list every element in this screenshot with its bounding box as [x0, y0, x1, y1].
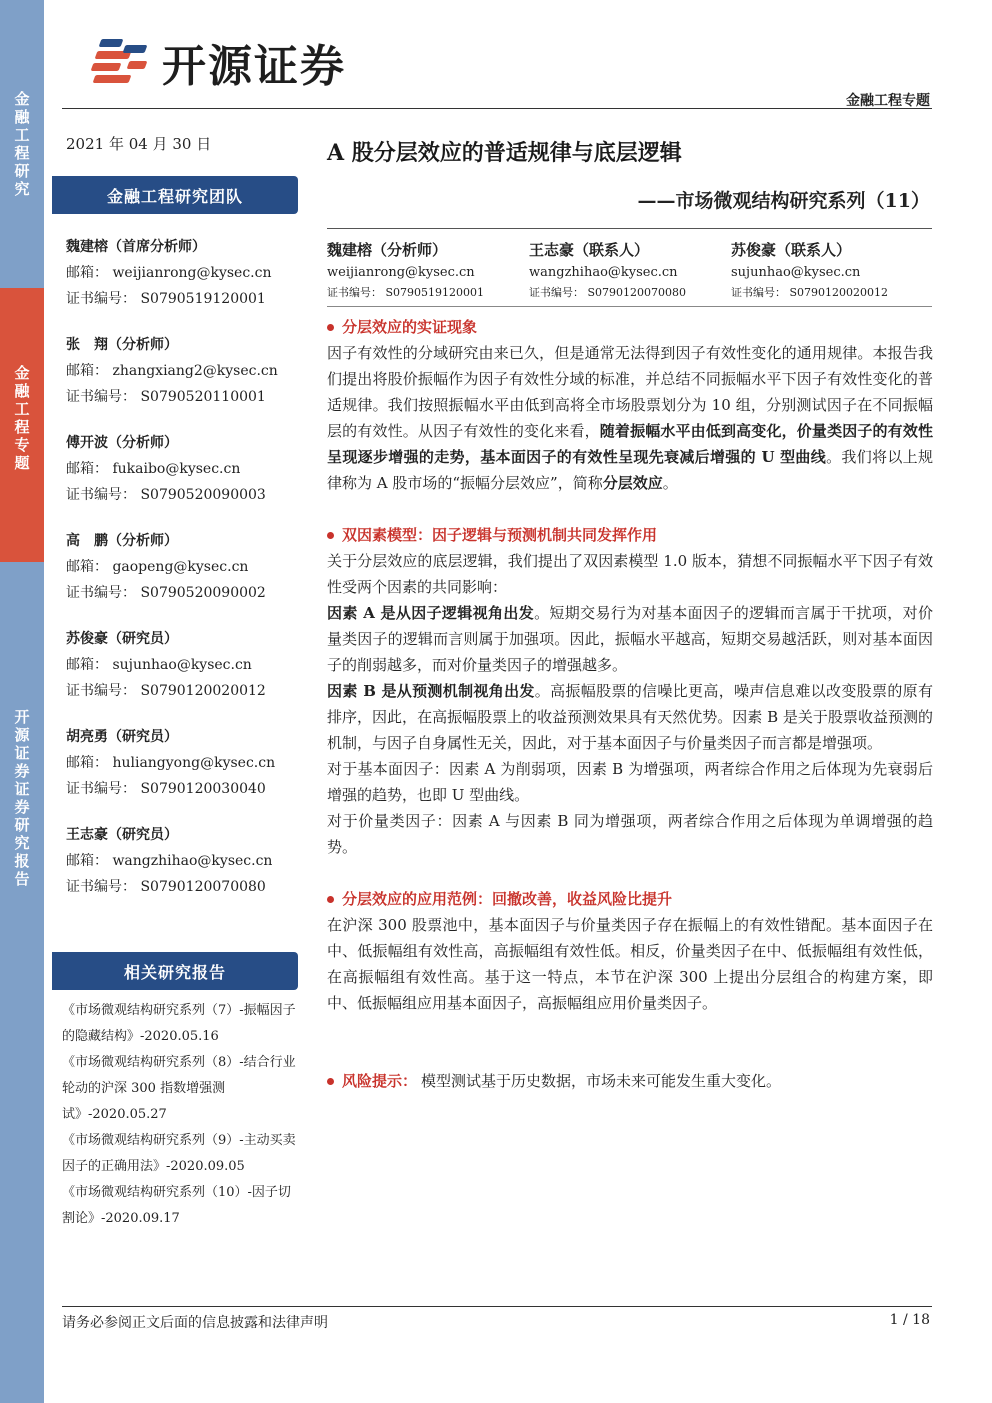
- analyst-item: [66, 724, 296, 802]
- author-divider: [327, 306, 932, 307]
- analyst-email: 邮箱： huliangyong@kysec.cn: [66, 755, 276, 771]
- analyst-item: [66, 626, 296, 704]
- report-body: [327, 314, 933, 1094]
- side-band-top-text: 金融工程研究: [14, 90, 30, 198]
- section-paragraph: [327, 340, 933, 496]
- author-row: [327, 238, 933, 302]
- analyst-email: 邮箱： gaopeng@kysec.cn: [66, 559, 249, 575]
- analyst-name: 高 鹏（分析师）: [66, 533, 178, 549]
- section-paragraph: 对于基本面因子：因素 A 为削弱项，因素 B 为增强项，两者综合作用之后体现为先衰弱后增强的趋势，也即 U 型曲线。: [327, 760, 933, 804]
- related-reports-list: [62, 998, 302, 1232]
- analyst-cert: 证书编号： S0790120020012: [66, 683, 266, 699]
- section-paragraph: [327, 678, 933, 756]
- author-name: 魏建榕（分析师）: [327, 241, 448, 259]
- side-band-bottom: [0, 562, 44, 1403]
- risk-warning: [327, 1068, 933, 1094]
- section-heading-text: 分层效应的实证现象: [342, 318, 478, 336]
- author-name: 苏俊豪（联系人）: [731, 241, 852, 259]
- analyst-cert: 证书编号： S0790120030040: [66, 781, 266, 797]
- report-type-tag: 金融工程专题: [846, 93, 930, 109]
- team-banner-label: 金融工程研究团队: [106, 186, 243, 206]
- analyst-email: 邮箱： fukaibo@kysec.cn: [66, 461, 241, 477]
- report-date: 2021 年 04 月 30 日: [66, 135, 212, 153]
- author-cert: 证书编号： S0790120070080: [529, 286, 687, 299]
- section-paragraph: [327, 600, 933, 678]
- disclaimer-note: 请务必参阅正文后面的信息披露和法律声明: [62, 1315, 328, 1331]
- bullet-dot-icon: [327, 532, 334, 539]
- team-banner: [52, 176, 298, 214]
- paragraph-text: 。我们将以上规律称为 A 股市场的“振幅分层效应”，简称: [327, 448, 933, 492]
- paragraph-emphasis: 因素 B 是从预测机制视角出发: [327, 682, 535, 700]
- paragraph-text: 。: [662, 474, 678, 492]
- analyst-name: 苏俊豪（研究员）: [66, 631, 178, 647]
- risk-text: 模型测试基于历史数据，市场未来可能发生重大变化。: [421, 1072, 782, 1090]
- author-email: wangzhihao@kysec.cn: [529, 265, 678, 280]
- analyst-item: [66, 430, 296, 508]
- bullet-dot-icon: [327, 1078, 334, 1085]
- section-heading: [327, 886, 933, 912]
- author-cert: 证书编号： S0790120020012: [731, 286, 889, 299]
- analyst-cert: 证书编号： S0790520110001: [66, 389, 266, 405]
- paragraph-emphasis: 分层效应: [602, 474, 663, 492]
- logo-text: 开源证券: [162, 41, 346, 92]
- author-item: [327, 238, 529, 302]
- author-item: [529, 238, 731, 302]
- analyst-item: [66, 332, 296, 410]
- analyst-cert: 证书编号： S0790520090003: [66, 487, 266, 503]
- paragraph-emphasis: 随着振幅水平由低到高变化，价量类因子的有效性呈现逐步增强的走势，基本面因子的有效性呈现先衰减后增强的 U 型曲线: [327, 422, 933, 466]
- analyst-cert: 证书编号： S0790519120001: [66, 291, 266, 307]
- section-paragraph: 关于分层效应的底层逻辑，我们提出了双因素模型 1.0 版本，猜想不同振幅水平下因子有效性受两个因素的共同影响：: [327, 552, 933, 596]
- section-heading: [327, 314, 933, 340]
- section-heading-text: 双因素模型：因子逻辑与预测机制共同发挥作用: [342, 526, 658, 544]
- page-number: 1 / 18: [889, 1312, 930, 1328]
- author-cert: 证书编号： S0790519120001: [327, 286, 485, 299]
- paragraph-text: 。高振幅股票的信噪比更高，噪声信息难以改变股票的原有排序，因此，在高振幅股票上的收益预测效果具有天然优势。因素 B 是关于股票收益预测的机制，与因子自身属性无关，因此，对于基本面因子与价量类因子而言都是增强项。: [327, 682, 933, 752]
- analyst-email: 邮箱： sujunhao@kysec.cn: [66, 657, 252, 673]
- author-item: [731, 238, 933, 302]
- analyst-list: [66, 234, 296, 920]
- section-heading-text: 分层效应的应用范例：回撤改善，收益风险比提升: [342, 890, 673, 908]
- analyst-name: 傅开波（分析师）: [66, 435, 178, 451]
- bullet-dot-icon: [327, 896, 334, 903]
- header-divider: [62, 108, 932, 109]
- related-report-link[interactable]: 《市场微观结构研究系列（10）-因子切割论》-2020.09.17: [62, 1185, 291, 1226]
- side-band-top: [0, 0, 44, 288]
- analyst-item: [66, 528, 296, 606]
- company-logo: [90, 30, 346, 94]
- analyst-email: 邮箱： weijianrong@kysec.cn: [66, 265, 272, 281]
- section-paragraph: 在沪深 300 股票池中，基本面因子与价量类因子存在振幅上的有效性错配。基本面因子在中、低振幅组有效性高，高振幅组有效性低。相反，价量类因子在中、低振幅组有效性低，在高振幅组有效性高。基于这一特点，本节在沪深 300 上提出分层组合的构建方案，即中、低振幅组应用基本面因子，高振幅组应用价量类因子。: [327, 916, 933, 1012]
- side-band-middle: [0, 288, 44, 562]
- related-report-link[interactable]: 《市场微观结构研究系列（9）-主动买卖因子的正确用法》-2020.09.05: [62, 1133, 296, 1174]
- footer-divider: [62, 1306, 932, 1307]
- risk-label: 风险提示：: [342, 1072, 418, 1090]
- related-report-link[interactable]: 《市场微观结构研究系列（8）-结合行业轮动的沪深 300 指数增强测试》-2020.05.27: [62, 1055, 296, 1122]
- analyst-name: 魏建榕（首席分析师）: [66, 239, 206, 255]
- analyst-name: 胡亮勇（研究员）: [66, 729, 178, 745]
- side-band-bottom-text: 开源证券 证券研究报告: [14, 708, 30, 888]
- related-reports-label: 相关研究报告: [123, 962, 226, 982]
- analyst-cert: 证书编号： S0790120070080: [66, 879, 266, 895]
- title-divider: [327, 228, 932, 229]
- paragraph-text: 。短期交易行为对基本面因子的逻辑而言属于干扰项，对价量类因子的逻辑而言则属于加强项。因此，振幅水平越高，短期交易越活跃，则对基本面因子的削弱越多，而对价量类因子的增强越多。: [327, 604, 933, 674]
- author-email: sujunhao@kysec.cn: [731, 265, 861, 280]
- analyst-email: 邮箱： zhangxiang2@kysec.cn: [66, 363, 278, 379]
- related-report-link[interactable]: 《市场微观结构研究系列（7）-振幅因子的隐藏结构》-2020.05.16: [62, 1003, 296, 1044]
- paragraph-text: 因子有效性的分域研究由来已久，但是通常无法得到因子有效性变化的通用规律。本报告我们提出将股价振幅作为因子有效性分域的标准，并总结不同振幅水平下因子有效性变化的普适规律。我们按照振幅水平由低到高将全市场股票划分为 10 组，分别测试因子在不同振幅层的有效性。从因子有效性的变化来看，: [327, 344, 933, 440]
- related-reports-banner: [52, 952, 298, 990]
- logo-mark-icon: [90, 35, 154, 89]
- analyst-email: 邮箱： wangzhihao@kysec.cn: [66, 853, 273, 869]
- paragraph-emphasis: 因素 A 是从因子逻辑视角出发: [327, 604, 535, 622]
- author-email: weijianrong@kysec.cn: [327, 265, 475, 280]
- analyst-item: [66, 822, 296, 900]
- author-name: 王志豪（联系人）: [529, 241, 650, 259]
- report-title: A 股分层效应的普适规律与底层逻辑: [327, 140, 682, 166]
- analyst-name: 王志豪（研究员）: [66, 827, 178, 843]
- analyst-name: 张 翔（分析师）: [66, 337, 178, 353]
- section-paragraph: 对于价量类因子：因素 A 与因素 B 同为增强项，两者综合作用之后体现为单调增强的趋势。: [327, 812, 933, 856]
- analyst-cert: 证书编号： S0790520090002: [66, 585, 266, 601]
- bullet-dot-icon: [327, 324, 334, 331]
- side-band-middle-text: 金融工程专题: [14, 364, 30, 472]
- section-heading: [327, 522, 933, 548]
- report-subtitle: ——市场微观结构研究系列（11）: [637, 190, 930, 212]
- analyst-item: [66, 234, 296, 312]
